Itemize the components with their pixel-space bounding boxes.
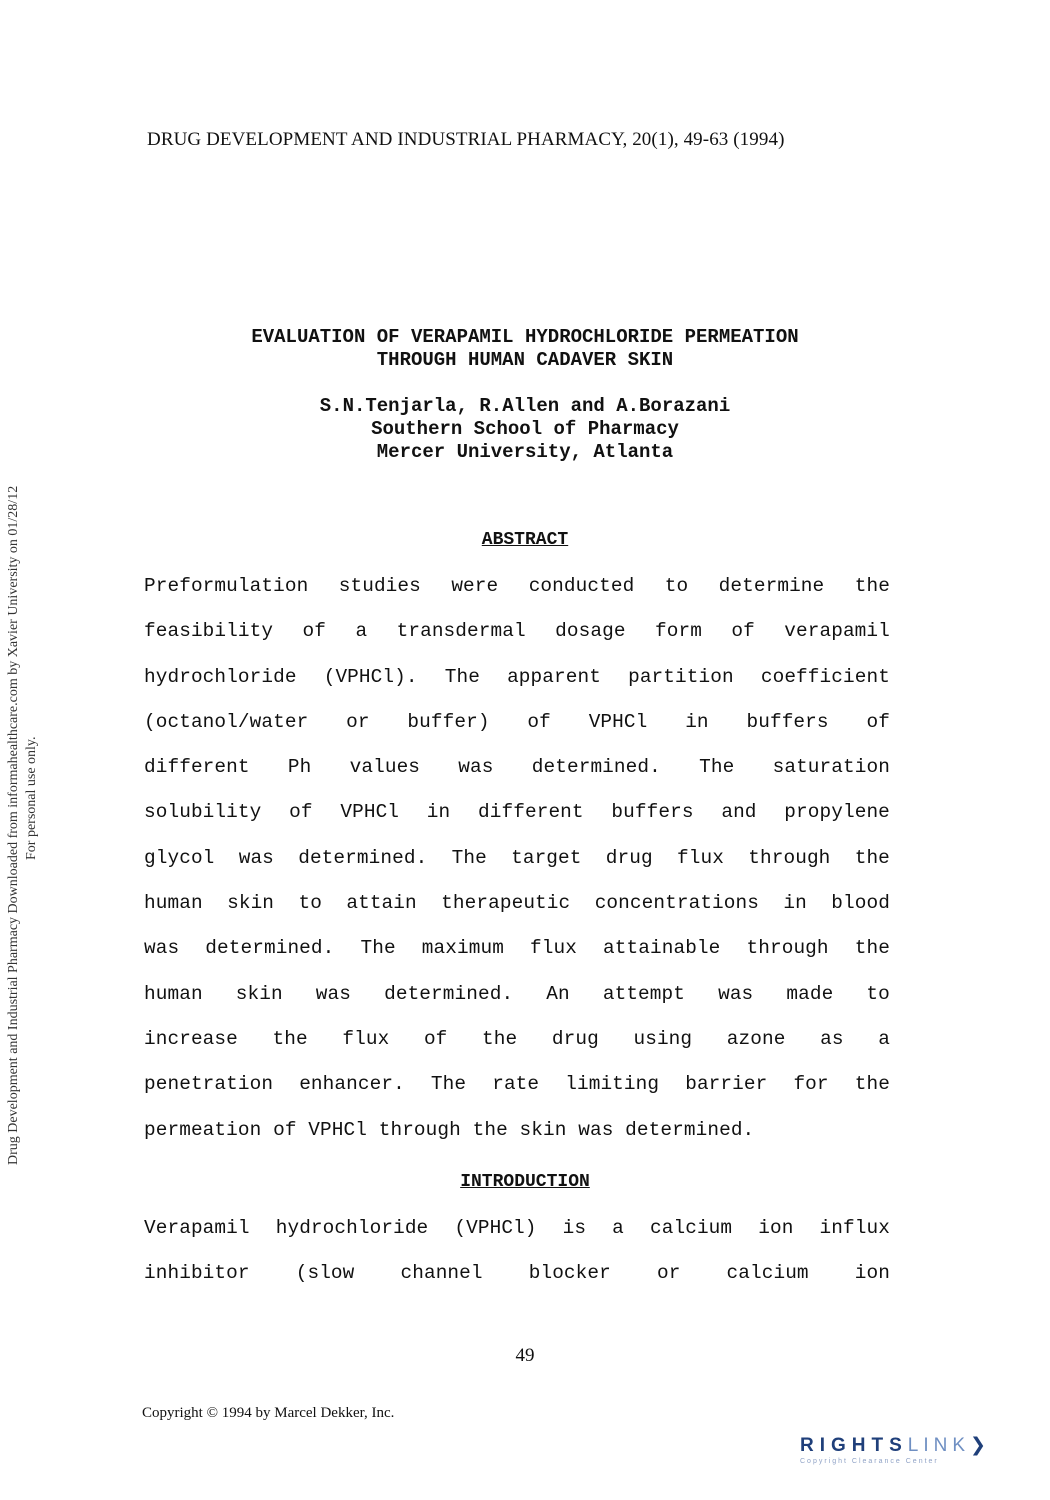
abstract-line: (octanol/water or buffer) of VPHCl in buffers of bbox=[144, 710, 890, 733]
affiliation-school: Southern School of Pharmacy bbox=[371, 418, 679, 440]
abstract-line: human skin was determined. An attempt was made to bbox=[144, 982, 890, 1005]
author-names: S.N.Tenjarla, R.Allen and A.Borazani bbox=[319, 395, 731, 417]
abstract-line: penetration enhancer. The rate limiting barrier for the bbox=[144, 1073, 890, 1096]
abstract-line: hydrochloride (VPHCl). The apparent partition coefficient bbox=[144, 665, 890, 688]
introduction-line: Verapamil hydrochloride (VPHCl) is a calcium ion influx bbox=[144, 1217, 890, 1239]
affiliation-university: Mercer University, Atlanta bbox=[376, 441, 674, 463]
abstract-body bbox=[144, 564, 890, 1153]
abstract-line: feasibility of a transdermal dosage form of verapamil bbox=[144, 620, 890, 643]
chevron-right-icon: ❯ bbox=[970, 1435, 992, 1456]
introduction-body bbox=[144, 1206, 890, 1297]
watermark-line-1: Drug Development and Industrial Pharmacy Downloaded from informahealthcare.com by Xavier University on 01/28/12 bbox=[6, 485, 21, 1165]
abstract-line: Preformulation studies were conducted to determine the bbox=[144, 575, 890, 597]
introduction-heading: INTRODUCTION bbox=[460, 1172, 590, 1192]
rightslink-part-rights: RIGHTS bbox=[800, 1435, 908, 1456]
introduction-line: inhibitor (slow channel blocker or calcium ion bbox=[144, 1262, 890, 1285]
abstract-line: glycol was determined. The target drug flux through the bbox=[144, 846, 890, 869]
abstract-line: different Ph values was determined. The saturation bbox=[144, 756, 890, 779]
rightslink-logo[interactable] bbox=[800, 1434, 1030, 1474]
abstract-line: human skin to attain therapeutic concentrations in blood bbox=[144, 892, 890, 915]
download-watermark bbox=[0, 0, 60, 1500]
rightslink-tagline: Copyright Clearance Center bbox=[800, 1458, 939, 1465]
title-line-1: EVALUATION OF VERAPAMIL HYDROCHLORIDE PERMEATION bbox=[251, 326, 799, 348]
title-line-2: THROUGH HUMAN CADAVER SKIN bbox=[376, 349, 674, 371]
author-block bbox=[130, 395, 920, 464]
article-title bbox=[130, 326, 920, 372]
page-number: 49 bbox=[515, 1345, 535, 1366]
abstract-line: increase the flux of the drug using azone as a bbox=[144, 1027, 890, 1050]
rightslink-wordmark bbox=[800, 1434, 1030, 1457]
copyright-notice: Copyright © 1994 by Marcel Dekker, Inc. bbox=[142, 1405, 395, 1421]
watermark-line-2: For personal use only. bbox=[24, 736, 39, 860]
abstract-line: permeation of VPHCl through the skin was determined. bbox=[144, 1118, 755, 1141]
rightslink-part-link: LINK bbox=[907, 1435, 971, 1456]
abstract-line: solubility of VPHCl in different buffers and propylene bbox=[144, 801, 890, 824]
abstract-heading: ABSTRACT bbox=[481, 530, 569, 550]
abstract-line: was determined. The maximum flux attainable through the bbox=[144, 937, 890, 960]
journal-header: DRUG DEVELOPMENT AND INDUSTRIAL PHARMACY, 20(1), 49-63 (1994) bbox=[147, 129, 785, 150]
